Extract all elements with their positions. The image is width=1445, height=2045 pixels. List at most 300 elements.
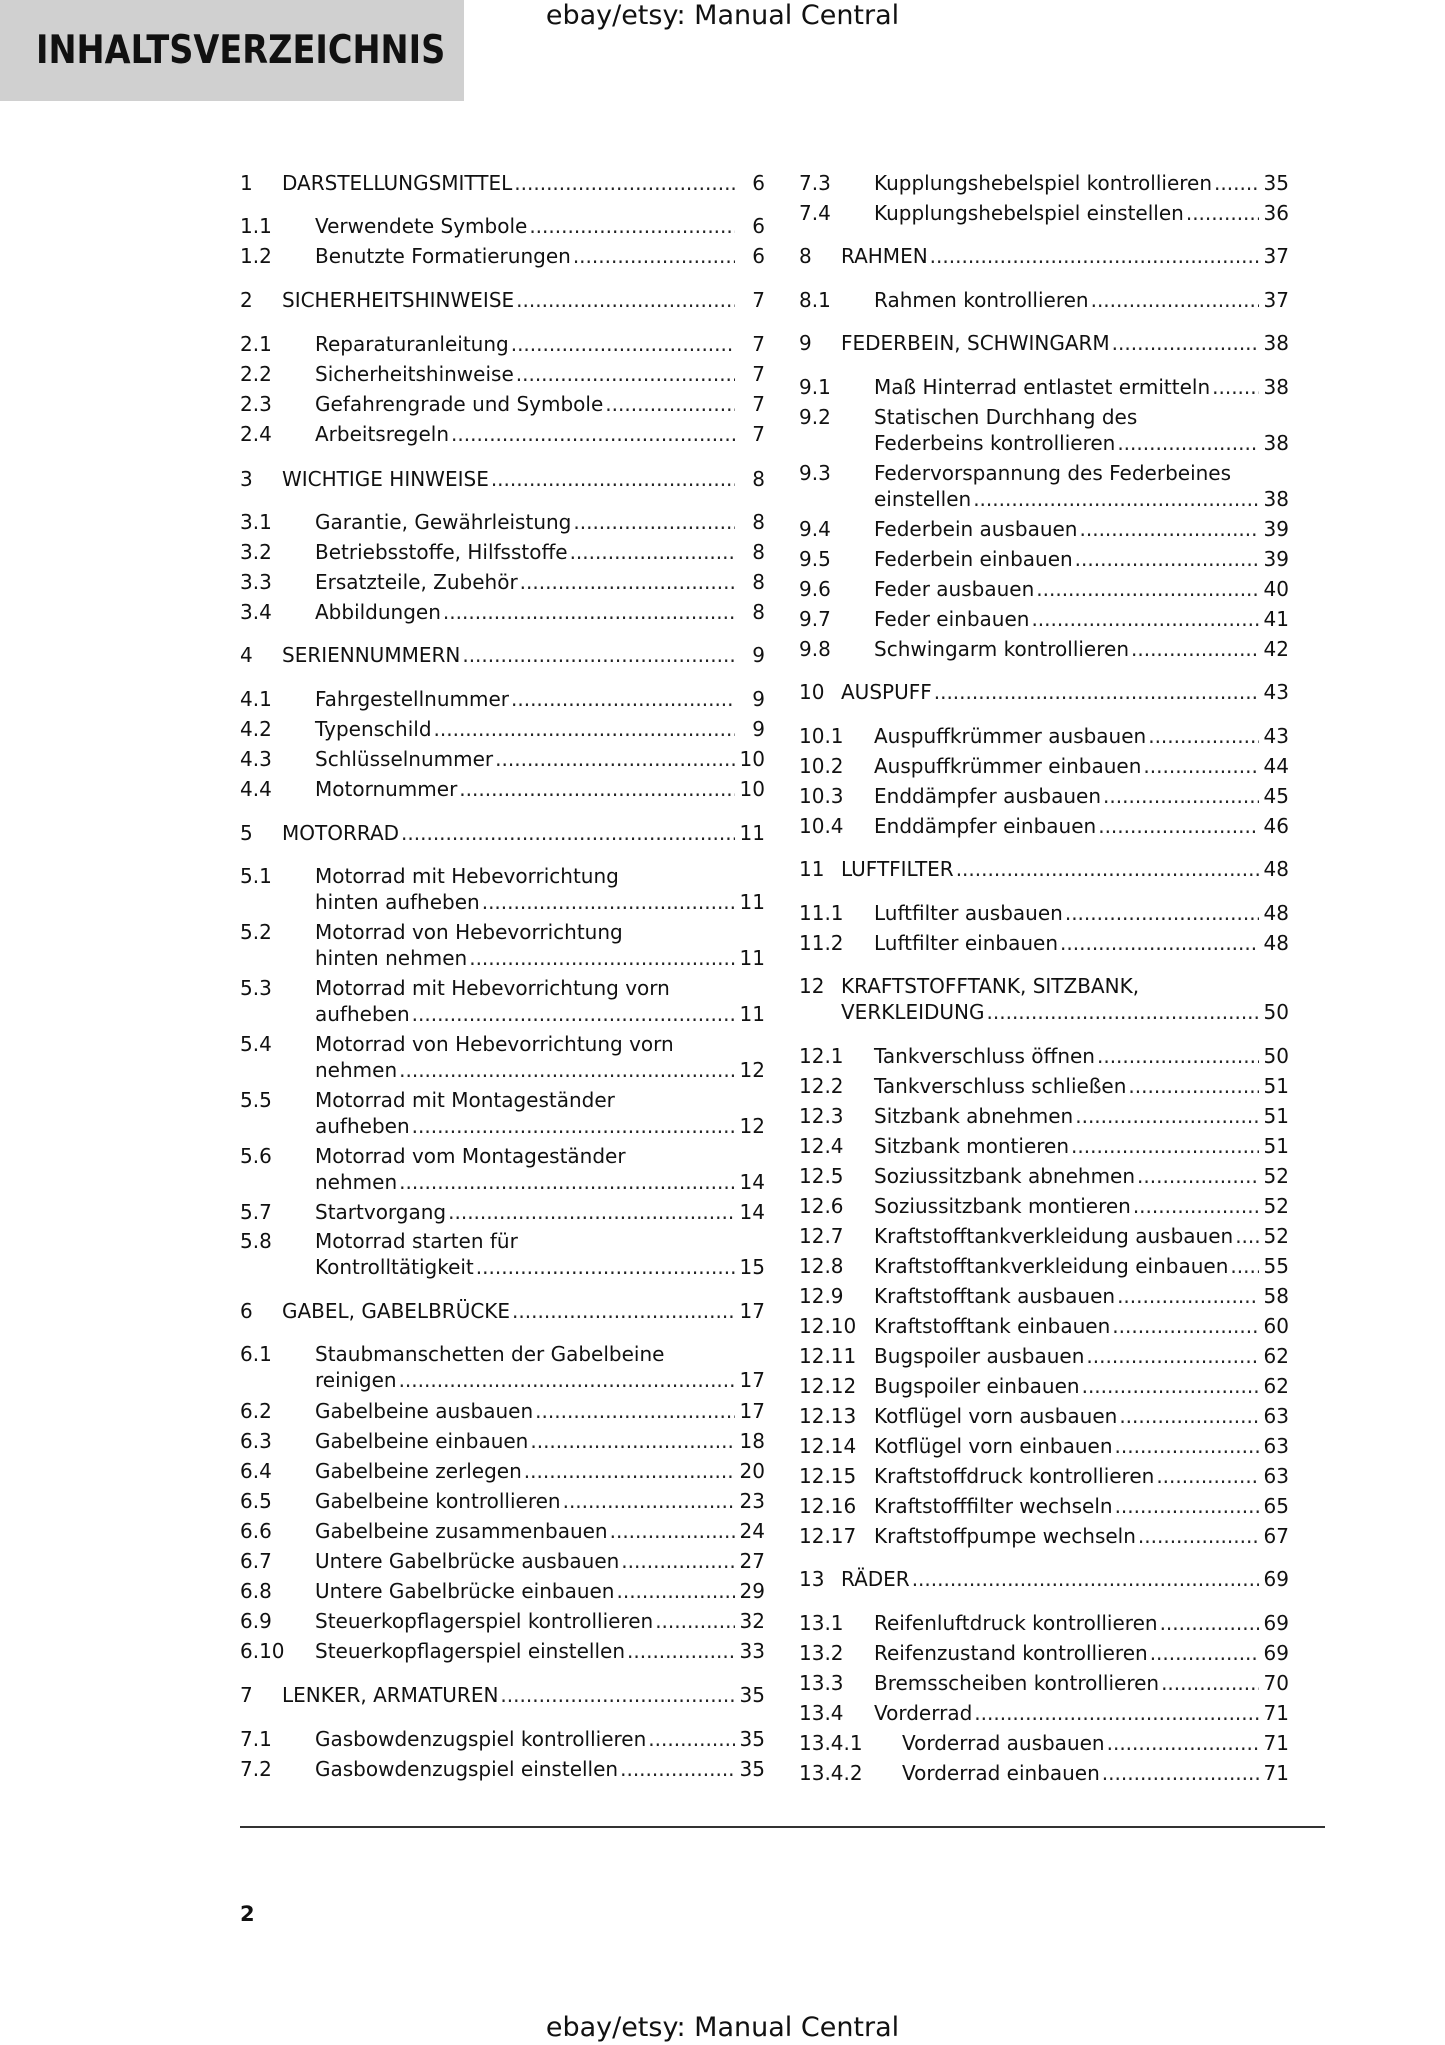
toc-entry-title: Federbein einbauen bbox=[874, 547, 1073, 571]
toc-entry-title: Kraftstoffpumpe wechseln bbox=[874, 1524, 1136, 1548]
toc-entry-title: Gasbowdenzugspiel kontrollieren bbox=[315, 1727, 647, 1751]
dot-leader bbox=[451, 421, 735, 447]
toc-entry-number: 12.5 bbox=[799, 1164, 844, 1188]
dot-leader bbox=[1131, 636, 1259, 662]
toc-entry-number: 3.2 bbox=[240, 540, 272, 564]
toc-entry-number: 4.3 bbox=[240, 747, 272, 771]
toc-entry-title: Schwingarm kontrollieren bbox=[874, 637, 1129, 661]
dot-leader bbox=[399, 1169, 735, 1195]
toc-entry-page: 52 bbox=[1263, 1194, 1289, 1218]
toc-entry-title: SERIENNUMMERN bbox=[282, 643, 461, 667]
toc-entry-title: Feder ausbauen bbox=[874, 577, 1035, 601]
toc-entry-number: 9.3 bbox=[799, 461, 831, 485]
dot-leader bbox=[434, 716, 735, 742]
toc-entry-number: 5.4 bbox=[240, 1032, 272, 1056]
toc-entry-number: 5.8 bbox=[240, 1229, 272, 1253]
toc-entry-title: Federvorspannung des Federbeines bbox=[874, 461, 1232, 485]
toc-entry-page: 15 bbox=[739, 1255, 765, 1279]
toc-entry-title: Enddämpfer einbauen bbox=[874, 814, 1097, 838]
toc-entry-title: Luftfilter ausbauen bbox=[874, 901, 1063, 925]
toc-entry-title: Abbildungen bbox=[315, 600, 441, 624]
toc-entry-number: 13 bbox=[799, 1567, 825, 1591]
toc-entry-title: Motorrad mit Montageständer bbox=[315, 1088, 615, 1112]
dot-leader bbox=[516, 287, 735, 313]
toc-entry-number: 9.6 bbox=[799, 577, 831, 601]
toc-entry-page: 7 bbox=[752, 362, 765, 386]
toc-entry-title: Statischen Durchhang des bbox=[874, 405, 1138, 429]
toc-entry-number: 8.1 bbox=[799, 288, 831, 312]
dot-leader bbox=[1150, 1640, 1259, 1666]
dot-leader bbox=[1128, 1073, 1259, 1099]
page-number: 2 bbox=[240, 1902, 255, 1926]
dot-leader bbox=[1065, 900, 1259, 926]
dot-leader bbox=[1137, 1163, 1259, 1189]
toc-entry-number: 9.5 bbox=[799, 547, 831, 571]
toc-entry-page: 9 bbox=[752, 717, 765, 741]
toc-entry-title: Tankverschluss öffnen bbox=[874, 1044, 1095, 1068]
toc-entry-title-continued: Federbeins kontrollieren bbox=[874, 431, 1116, 455]
toc-entry-page: 36 bbox=[1263, 201, 1289, 225]
toc-entry-number: 11.2 bbox=[799, 931, 844, 955]
toc-entry-number: 7.4 bbox=[799, 201, 831, 225]
toc-entry-title-continued: hinten aufheben bbox=[315, 890, 480, 914]
toc-entry-title: Motorrad starten für bbox=[315, 1229, 518, 1253]
toc-entry-page: 11 bbox=[739, 946, 765, 970]
toc-entry-page: 6 bbox=[752, 214, 765, 238]
toc-entry-page: 8 bbox=[752, 570, 765, 594]
dot-leader bbox=[1119, 1403, 1259, 1429]
toc-entry-title: Sitzbank abnehmen bbox=[874, 1104, 1074, 1128]
toc-entry-number: 6.7 bbox=[240, 1549, 272, 1573]
toc-entry-number: 9.7 bbox=[799, 607, 831, 631]
toc-entry-number: 5 bbox=[240, 821, 253, 845]
dot-leader bbox=[563, 1488, 735, 1514]
toc-entry-title: Motorrad mit Hebevorrichtung vorn bbox=[315, 976, 670, 1000]
toc-entry-title: Federbein ausbauen bbox=[874, 517, 1078, 541]
toc-entry-title: Bugspoiler einbauen bbox=[874, 1374, 1080, 1398]
toc-entry-number: 2.3 bbox=[240, 392, 272, 416]
toc-entry-number: 11.1 bbox=[799, 901, 844, 925]
toc-entry-page: 71 bbox=[1263, 1731, 1289, 1755]
toc-entry-page: 11 bbox=[739, 890, 765, 914]
dot-leader bbox=[1075, 1103, 1259, 1129]
dot-leader bbox=[1214, 170, 1259, 196]
toc-entry-number: 3.4 bbox=[240, 600, 272, 624]
toc-entry-page: 7 bbox=[752, 392, 765, 416]
toc-entry-title: Vorderrad einbauen bbox=[902, 1761, 1100, 1785]
toc-entry-title: Auspuffkrümmer ausbauen bbox=[874, 724, 1147, 748]
toc-entry-page: 44 bbox=[1263, 754, 1289, 778]
dot-leader bbox=[648, 1726, 735, 1752]
toc-entry-page: 42 bbox=[1263, 637, 1289, 661]
dot-leader bbox=[1143, 753, 1259, 779]
toc-entry-page: 7 bbox=[752, 332, 765, 356]
toc-entry-number: 12.3 bbox=[799, 1104, 844, 1128]
dot-leader bbox=[399, 1367, 735, 1393]
toc-entry-title: Betriebsstoffe, Hilfsstoffe bbox=[315, 540, 568, 564]
toc-entry-number: 3.1 bbox=[240, 510, 272, 534]
toc-entry-page: 11 bbox=[739, 821, 765, 845]
toc-entry-number: 7 bbox=[240, 1683, 253, 1707]
toc-entry-title: Vorderrad bbox=[874, 1701, 973, 1725]
toc-entry-number: 7.1 bbox=[240, 1727, 272, 1751]
toc-entry-number: 5.5 bbox=[240, 1088, 272, 1112]
toc-entry-title: Enddämpfer ausbauen bbox=[874, 784, 1102, 808]
toc-entry-title: Vorderrad ausbauen bbox=[902, 1731, 1105, 1755]
toc-entry-number: 1.1 bbox=[240, 214, 272, 238]
toc-entry-page: 33 bbox=[739, 1639, 765, 1663]
dot-leader bbox=[399, 1057, 735, 1083]
toc-entry-page: 63 bbox=[1263, 1464, 1289, 1488]
toc-entry-title: Untere Gabelbrücke ausbauen bbox=[315, 1549, 620, 1573]
dot-leader bbox=[1080, 516, 1260, 542]
toc-entry-number: 2.2 bbox=[240, 362, 272, 386]
toc-entry-page: 17 bbox=[739, 1399, 765, 1423]
toc-entry-page: 70 bbox=[1263, 1671, 1289, 1695]
toc-entry-title: Startvorgang bbox=[315, 1200, 447, 1224]
toc-entry-title: Kraftstofffilter wechseln bbox=[874, 1494, 1113, 1518]
toc-entry-title: Motornummer bbox=[315, 777, 458, 801]
toc-entry-title: Kotflügel vorn ausbauen bbox=[874, 1404, 1118, 1428]
toc-entry-page: 29 bbox=[739, 1579, 765, 1603]
dot-leader bbox=[512, 1298, 735, 1324]
toc-entry-number: 10.4 bbox=[799, 814, 844, 838]
toc-entry-title: Bremsscheiben kontrollieren bbox=[874, 1671, 1160, 1695]
toc-entry-title: Kraftstofftank ausbauen bbox=[874, 1284, 1116, 1308]
toc-entry-number: 4.2 bbox=[240, 717, 272, 741]
dot-leader bbox=[1082, 1373, 1259, 1399]
footer-divider bbox=[240, 1826, 1325, 1828]
toc-entry-number: 12.1 bbox=[799, 1044, 844, 1068]
toc-entry-title: Ersatzteile, Zubehör bbox=[315, 570, 518, 594]
dot-leader bbox=[616, 1578, 735, 1604]
toc-entry-page: 11 bbox=[739, 1002, 765, 1026]
toc-entry-page: 20 bbox=[739, 1459, 765, 1483]
dot-leader bbox=[1075, 546, 1259, 572]
dot-leader bbox=[1097, 1043, 1259, 1069]
toc-entry-number: 6.1 bbox=[240, 1342, 272, 1366]
toc-entry-number: 12.10 bbox=[799, 1314, 857, 1338]
toc-entry-page: 35 bbox=[739, 1683, 765, 1707]
toc-entry-title-continued: aufheben bbox=[315, 1002, 410, 1026]
dot-leader bbox=[511, 686, 735, 712]
toc-entry-number: 6.4 bbox=[240, 1459, 272, 1483]
toc-entry-page: 51 bbox=[1263, 1104, 1289, 1128]
toc-entry-page: 52 bbox=[1263, 1164, 1289, 1188]
watermark-bottom: ebay/etsy: Manual Central bbox=[545, 2012, 900, 2043]
dot-leader bbox=[1115, 1433, 1259, 1459]
toc-entry-title: Motorrad von Hebevorrichtung vorn bbox=[315, 1032, 674, 1056]
toc-entry-number: 12.6 bbox=[799, 1194, 844, 1218]
toc-entry-page: 14 bbox=[739, 1200, 765, 1224]
toc-entry-number: 13.3 bbox=[799, 1671, 844, 1695]
dot-leader bbox=[570, 539, 735, 565]
dot-leader bbox=[469, 945, 735, 971]
toc-entry-page: 69 bbox=[1263, 1611, 1289, 1635]
dot-leader bbox=[1160, 1610, 1259, 1636]
toc-entry-number: 8 bbox=[799, 244, 812, 268]
toc-entry-page: 65 bbox=[1263, 1494, 1289, 1518]
toc-entry-page: 24 bbox=[739, 1519, 765, 1543]
toc-entry-page: 9 bbox=[752, 643, 765, 667]
toc-entry-number: 10 bbox=[799, 680, 825, 704]
dot-leader bbox=[1112, 330, 1259, 356]
dot-leader bbox=[1230, 1253, 1259, 1279]
toc-entry-number: 12.15 bbox=[799, 1464, 857, 1488]
toc-entry-number: 2.4 bbox=[240, 422, 272, 446]
toc-entry-page: 50 bbox=[1263, 1000, 1289, 1024]
toc-entry-number: 10.3 bbox=[799, 784, 844, 808]
dot-leader bbox=[448, 1199, 735, 1225]
toc-entry-title: Reparaturanleitung bbox=[315, 332, 509, 356]
toc-entry-title: Motorrad von Hebevorrichtung bbox=[315, 920, 623, 944]
toc-entry-title: KRAFTSTOFFTANK, SITZBANK, bbox=[841, 974, 1140, 998]
toc-entry-number: 6.5 bbox=[240, 1489, 272, 1513]
toc-entry-number: 5.2 bbox=[240, 920, 272, 944]
toc-entry-title: Gabelbeine zerlegen bbox=[315, 1459, 522, 1483]
toc-entry-title: Bugspoiler ausbauen bbox=[874, 1344, 1085, 1368]
toc-entry-number: 3.3 bbox=[240, 570, 272, 594]
dot-leader bbox=[443, 599, 735, 625]
watermark-top: ebay/etsy: Manual Central bbox=[545, 0, 900, 31]
toc-entry-number: 6.3 bbox=[240, 1429, 272, 1453]
toc-entry-number: 6.9 bbox=[240, 1609, 272, 1633]
toc-entry-page: 51 bbox=[1263, 1074, 1289, 1098]
toc-entry-number: 9.8 bbox=[799, 637, 831, 661]
toc-entry-page: 48 bbox=[1263, 931, 1289, 955]
toc-entry-page: 48 bbox=[1263, 857, 1289, 881]
toc-entry-title: Rahmen kontrollieren bbox=[874, 288, 1089, 312]
dot-leader bbox=[529, 213, 735, 239]
toc-entry-page: 7 bbox=[752, 422, 765, 446]
toc-entry-title: Schlüsselnummer bbox=[315, 747, 494, 771]
page-title: INHALTSVERZEICHNIS bbox=[36, 28, 446, 73]
toc-entry-number: 12.13 bbox=[799, 1404, 857, 1428]
dot-leader bbox=[1115, 1493, 1259, 1519]
toc-entry-page: 40 bbox=[1263, 577, 1289, 601]
dot-leader bbox=[1071, 1133, 1259, 1159]
toc-entry-title: Typenschild bbox=[315, 717, 432, 741]
dot-leader bbox=[1235, 1223, 1259, 1249]
toc-entry-page: 8 bbox=[752, 540, 765, 564]
toc-entry-page: 62 bbox=[1263, 1344, 1289, 1368]
toc-entry-page: 43 bbox=[1263, 724, 1289, 748]
toc-entry-number: 12.7 bbox=[799, 1224, 844, 1248]
toc-entry-page: 69 bbox=[1263, 1641, 1289, 1665]
toc-entry-title-continued: aufheben bbox=[315, 1114, 410, 1138]
dot-leader bbox=[1186, 200, 1259, 226]
toc-entry-page: 63 bbox=[1263, 1434, 1289, 1458]
toc-entry-page: 10 bbox=[739, 747, 765, 771]
dot-leader bbox=[412, 1113, 735, 1139]
toc-entry-page: 32 bbox=[739, 1609, 765, 1633]
toc-entry-number: 11 bbox=[799, 857, 825, 881]
toc-entry-number: 1 bbox=[240, 171, 253, 195]
dot-leader bbox=[973, 486, 1259, 512]
dot-leader bbox=[1117, 1283, 1259, 1309]
toc-entry-page: 37 bbox=[1263, 244, 1289, 268]
dot-leader bbox=[401, 820, 735, 846]
toc-entry-title: Motorrad mit Hebevorrichtung bbox=[315, 864, 619, 888]
toc-entry-title: Staubmanschetten der Gabelbeine bbox=[315, 1342, 665, 1366]
toc-entry-title: Gabelbeine ausbauen bbox=[315, 1399, 534, 1423]
toc-entry-number: 12.8 bbox=[799, 1254, 844, 1278]
toc-entry-page: 7 bbox=[752, 288, 765, 312]
toc-entry-title: Fahrgestellnummer bbox=[315, 687, 509, 711]
toc-entry-page: 17 bbox=[739, 1368, 765, 1392]
dot-leader bbox=[482, 889, 735, 915]
toc-entry-title: Garantie, Gewährleistung bbox=[315, 510, 572, 534]
toc-entry-number: 9.2 bbox=[799, 405, 831, 429]
toc-entry-page: 38 bbox=[1263, 375, 1289, 399]
toc-entry-title: RÄDER bbox=[841, 1567, 910, 1591]
dot-leader bbox=[573, 243, 735, 269]
toc-entry-title: AUSPUFF bbox=[841, 680, 932, 704]
toc-entry-page: 63 bbox=[1263, 1404, 1289, 1428]
dot-leader bbox=[1103, 783, 1259, 809]
toc-entry-number: 4 bbox=[240, 643, 253, 667]
toc-entry-page: 38 bbox=[1263, 487, 1289, 511]
dot-leader bbox=[495, 746, 735, 772]
toc-entry-page: 38 bbox=[1263, 431, 1289, 455]
dot-leader bbox=[1102, 1760, 1259, 1786]
toc-entry-title: DARSTELLUNGSMITTEL bbox=[282, 171, 513, 195]
toc-entry-title: Gefahrengrade und Symbole bbox=[315, 392, 604, 416]
toc-entry-page: 71 bbox=[1263, 1701, 1289, 1725]
dot-leader bbox=[500, 1682, 735, 1708]
dot-leader bbox=[627, 1638, 735, 1664]
toc-entry-title-continued: Kontrolltätigkeit bbox=[315, 1255, 474, 1279]
toc-entry-title: Soziussitzbank montieren bbox=[874, 1194, 1131, 1218]
toc-entry-number: 5.6 bbox=[240, 1144, 272, 1168]
toc-entry-page: 39 bbox=[1263, 547, 1289, 571]
dot-leader bbox=[620, 1756, 735, 1782]
dot-leader bbox=[1117, 430, 1259, 456]
toc-entry-number: 9.4 bbox=[799, 517, 831, 541]
toc-entry-number: 7.3 bbox=[799, 171, 831, 195]
dot-leader bbox=[1148, 723, 1259, 749]
toc-entry-page: 18 bbox=[739, 1429, 765, 1453]
toc-entry-number: 6.6 bbox=[240, 1519, 272, 1543]
toc-entry-number: 10.1 bbox=[799, 724, 844, 748]
dot-leader bbox=[476, 1254, 735, 1280]
toc-entry-page: 17 bbox=[739, 1299, 765, 1323]
toc-entry-title: Arbeitsregeln bbox=[315, 422, 450, 446]
dot-leader bbox=[930, 243, 1259, 269]
toc-entry-number: 4.4 bbox=[240, 777, 272, 801]
toc-entry-number: 12.4 bbox=[799, 1134, 844, 1158]
dot-leader bbox=[912, 1566, 1259, 1592]
dot-leader bbox=[1107, 1730, 1259, 1756]
toc-entry-page: 8 bbox=[752, 467, 765, 491]
toc-entry-page: 39 bbox=[1263, 517, 1289, 541]
toc-entry-title: Gasbowdenzugspiel einstellen bbox=[315, 1757, 619, 1781]
toc-entry-title: Feder einbauen bbox=[874, 607, 1030, 631]
toc-entry-number: 13.4.1 bbox=[799, 1731, 863, 1755]
dot-leader bbox=[530, 1428, 735, 1454]
toc-entry-number: 13.4 bbox=[799, 1701, 844, 1725]
toc-entry-number: 4.1 bbox=[240, 687, 272, 711]
toc-entry-page: 6 bbox=[752, 171, 765, 195]
toc-entry-title-continued: einstellen bbox=[874, 487, 972, 511]
dot-leader bbox=[610, 1518, 735, 1544]
toc-entry-title: Gabelbeine einbauen bbox=[315, 1429, 529, 1453]
toc-entry-title-continued: VERKLEIDUNG bbox=[841, 1000, 985, 1024]
dot-leader bbox=[987, 999, 1259, 1025]
toc-entry-page: 12 bbox=[739, 1058, 765, 1082]
toc-entry-number: 6.2 bbox=[240, 1399, 272, 1423]
toc-entry-title: Motorrad vom Montageständer bbox=[315, 1144, 626, 1168]
toc-entry-title: MOTORRAD bbox=[282, 821, 400, 845]
toc-entry-title: Maß Hinterrad entlastet ermitteln bbox=[874, 375, 1211, 399]
toc-entry-title-continued: nehmen bbox=[315, 1058, 398, 1082]
toc-entry-number: 2 bbox=[240, 288, 253, 312]
toc-entry-number: 6.8 bbox=[240, 1579, 272, 1603]
dot-leader bbox=[1086, 1343, 1259, 1369]
toc-entry-page: 58 bbox=[1263, 1284, 1289, 1308]
dot-leader bbox=[524, 1458, 735, 1484]
toc-entry-page: 27 bbox=[739, 1549, 765, 1573]
toc-entry-page: 9 bbox=[752, 687, 765, 711]
toc-entry-title: Kraftstofftank einbauen bbox=[874, 1314, 1111, 1338]
dot-leader bbox=[412, 1001, 735, 1027]
toc-entry-title: Sicherheitshinweise bbox=[315, 362, 514, 386]
dot-leader bbox=[1161, 1670, 1259, 1696]
toc-entry-page: 43 bbox=[1263, 680, 1289, 704]
toc-entry-title: Kraftstoffdruck kontrollieren bbox=[874, 1464, 1155, 1488]
dot-leader bbox=[934, 679, 1259, 705]
dot-leader bbox=[535, 1398, 735, 1424]
toc-entry-page: 6 bbox=[752, 244, 765, 268]
dot-leader bbox=[1112, 1313, 1259, 1339]
toc-entry-number: 12.12 bbox=[799, 1374, 857, 1398]
toc-entry-page: 41 bbox=[1263, 607, 1289, 631]
dot-leader bbox=[462, 642, 735, 668]
toc-entry-title: Verwendete Symbole bbox=[315, 214, 528, 238]
toc-entry-title: Reifenzustand kontrollieren bbox=[874, 1641, 1148, 1665]
toc-entry-page: 71 bbox=[1263, 1761, 1289, 1785]
toc-entry-page: 10 bbox=[739, 777, 765, 801]
dot-leader bbox=[516, 361, 735, 387]
toc-entry-number: 5.7 bbox=[240, 1200, 272, 1224]
toc-entry-page: 52 bbox=[1263, 1224, 1289, 1248]
toc-entry-page: 60 bbox=[1263, 1314, 1289, 1338]
toc-entry-number: 9 bbox=[799, 331, 812, 355]
toc-entry-page: 67 bbox=[1263, 1524, 1289, 1548]
toc-entry-page: 35 bbox=[739, 1757, 765, 1781]
toc-entry-number: 13.1 bbox=[799, 1611, 844, 1635]
toc-entry-title: Steuerkopflagerspiel einstellen bbox=[315, 1639, 626, 1663]
toc-entry-page: 14 bbox=[739, 1170, 765, 1194]
toc-entry-page: 35 bbox=[739, 1727, 765, 1751]
toc-entry-number: 12.2 bbox=[799, 1074, 844, 1098]
toc-entry-number: 12.14 bbox=[799, 1434, 857, 1458]
toc-entry-title: Luftfilter einbauen bbox=[874, 931, 1059, 955]
toc-entry-title-continued: reinigen bbox=[315, 1368, 397, 1392]
toc-entry-page: 55 bbox=[1263, 1254, 1289, 1278]
dot-leader bbox=[520, 569, 735, 595]
toc-entry-title: SICHERHEITSHINWEISE bbox=[282, 288, 515, 312]
toc-entry-title-continued: nehmen bbox=[315, 1170, 398, 1194]
toc-entry-title: Gabelbeine kontrollieren bbox=[315, 1489, 561, 1513]
toc-entry-page: 35 bbox=[1263, 171, 1289, 195]
toc-entry-title: Auspuffkrümmer einbauen bbox=[874, 754, 1142, 778]
toc-entry-number: 5.3 bbox=[240, 976, 272, 1000]
dot-leader bbox=[1091, 287, 1259, 313]
toc-entry-title: LENKER, ARMATUREN bbox=[282, 1683, 499, 1707]
toc-entry-title: RAHMEN bbox=[841, 244, 928, 268]
toc-entry-title: Kupplungshebelspiel kontrollieren bbox=[874, 171, 1213, 195]
